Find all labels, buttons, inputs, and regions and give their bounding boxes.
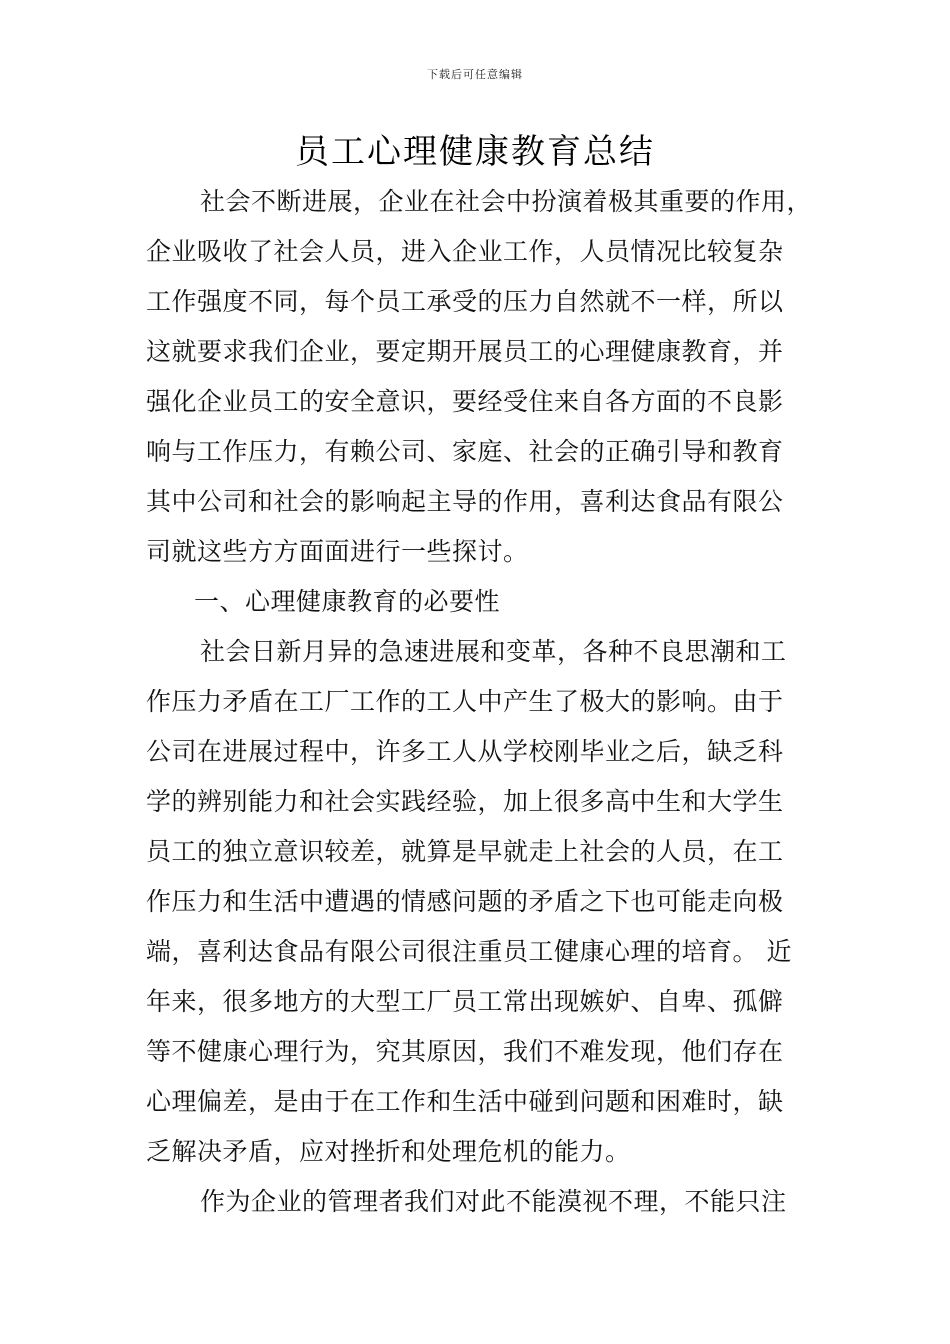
paragraph-line: 社会日新月异的急速进展和变革，各种不良思潮和工 — [200, 637, 787, 666]
document-title: 员工心理健康教育总结 — [295, 132, 655, 172]
paragraph-line: 等不健康心理行为，究其原因，我们不难发现，他们存在 — [146, 1037, 784, 1066]
paragraph-line: 社会不断进展，企业在社会中扮演着极其重要的作用， — [200, 187, 813, 216]
paragraph-line: 作压力矛盾在工厂工作的工人中产生了极大的影响。由于 — [146, 687, 784, 716]
paragraph-line: 作为企业的管理者我们对此不能漠视不理，不能只注 — [200, 1187, 787, 1216]
paragraph-line: 学的辨别能力和社会实践经验，加上很多高中生和大学生 — [146, 787, 784, 816]
paragraph-line: 这就要求我们企业，要定期开展员工的心理健康教育，并 — [146, 337, 784, 366]
paragraph-line: 心理偏差，是由于在工作和生活中碰到问题和困难时，缺 — [146, 1087, 784, 1116]
paragraph-line: 作压力和生活中遭遇的情感问题的矛盾之下也可能走向极 — [146, 887, 784, 916]
paragraph-line: 乏解决矛盾，应对挫折和处理危机的能力。 — [146, 1137, 631, 1166]
paragraph-line: 司就这些方方面面进行一些探讨。 — [146, 537, 529, 566]
paragraph-line: 员工的独立意识较差，就算是早就走上社会的人员，在工 — [146, 837, 784, 866]
paragraph-line: 工作强度不同，每个员工承受的压力自然就不一样，所以 — [146, 287, 784, 316]
paragraph-line: 端，喜利达食品有限公司很注重员工健康心理的培育。 近 — [146, 937, 792, 966]
section-heading: 一、心理健康教育的必要性 — [194, 587, 501, 616]
header-note: 下载后可任意编辑 — [427, 68, 523, 81]
paragraph-line: 企业吸收了社会人员，进入企业工作，人员情况比较复杂 — [146, 237, 784, 266]
paragraph-line: 公司在进展过程中，许多工人从学校刚毕业之后，缺乏科 — [146, 737, 784, 766]
paragraph-line: 年来，很多地方的大型工厂员工常出现嫉妒、自卑、孤僻 — [146, 987, 784, 1016]
document-body — [146, 177, 813, 1227]
paragraph-line: 强化企业员工的安全意识，要经受住来自各方面的不良影 — [146, 387, 784, 416]
paragraph-line: 其中公司和社会的影响起主导的作用，喜利达食品有限公 — [146, 487, 784, 516]
paragraph-line: 响与工作压力，有赖公司、家庭、社会的正确引导和教育 — [146, 437, 784, 466]
